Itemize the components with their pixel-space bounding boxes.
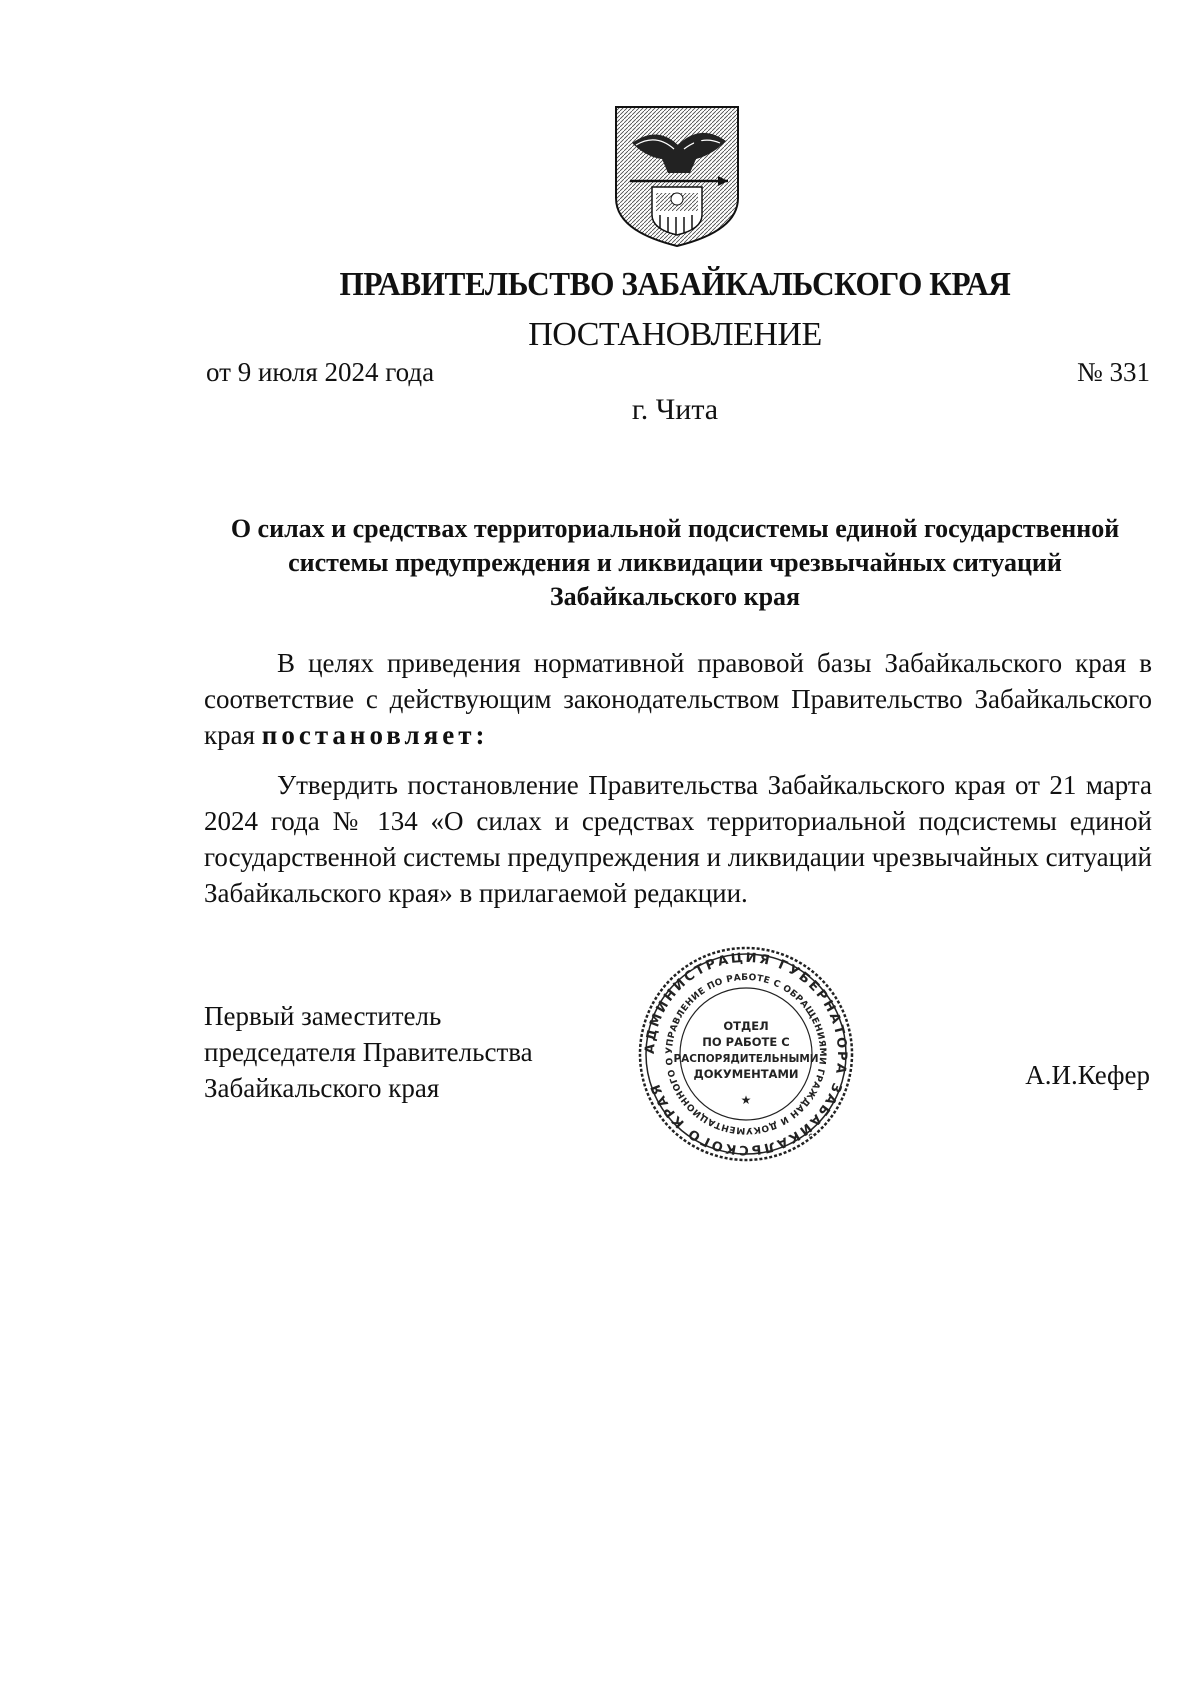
stamp-inner-ring-text: УПРАВЛЕНИЕ ПО РАБОТЕ С ОБРАЩЕНИЯМИ ГРАЖДАН И ДОКУМЕНТАЦИОННОГО О [664, 972, 828, 1136]
signatory-title [204, 998, 533, 1106]
coat-of-arms-icon [612, 103, 742, 249]
document-type: ПОСТАНОВЛЕНИЕ [528, 316, 822, 353]
document-number: № 331 [1076, 357, 1150, 387]
signatory-title-line: председателя Правительства [204, 1037, 533, 1067]
signatory-title-line: Забайкальского края [204, 1073, 440, 1103]
document-date: от 9 июля 2024 года [206, 357, 435, 387]
paragraph-preamble [204, 645, 1152, 753]
stamp-center-line: ОТДЕЛ [723, 1019, 769, 1033]
official-stamp [636, 944, 856, 1164]
organization-title: ПРАВИТЕЛЬСТВО ЗАБАЙКАЛЬСКОГО КРАЯ [339, 266, 1011, 303]
resolution-text: Утвердить постановление Правительства Забайкальского края от 21 марта 2024 года № 134 «О силах и средствах территориальной подсистемы единой государственной системы предупреждения и ликвидации чрезвычайных ситуаций Забайкальского края» в прилагаемой редакции. [204, 770, 1152, 908]
document-heading: О силах и средствах территориальной подсистемы единой государственной системы предупреждения и ликвидации чрезвычайных ситуаций Забайкальского края [230, 514, 1120, 611]
paragraph-resolution [204, 767, 1152, 911]
document-city: г. Чита [631, 393, 719, 426]
signatory-title-line: Первый заместитель [204, 1001, 442, 1031]
stamp-center-line: РАСПОРЯДИТЕЛЬНЫМИ [673, 1053, 819, 1065]
stamp-center-line: ПО РАБОТЕ С [702, 1035, 790, 1049]
resolve-keyword: постановляет: [261, 720, 489, 750]
stamp-center-line: ДОКУМЕНТАМИ [693, 1067, 799, 1081]
signatory-name: А.И.Кефер [1025, 1060, 1150, 1090]
stamp-outer-text: АДМИНИСТРАЦИЯ ГУБЕРНАТОРА ЗАБАЙКАЛЬСКОГО КРАЯ [642, 950, 850, 1158]
stamp-star-icon: ★ [740, 1093, 752, 1107]
preamble-text: В целях приведения нормативной правовой базы Забайкальского края в соответствие с действующим законодательством Правительство Забайкальского края [204, 648, 1152, 750]
